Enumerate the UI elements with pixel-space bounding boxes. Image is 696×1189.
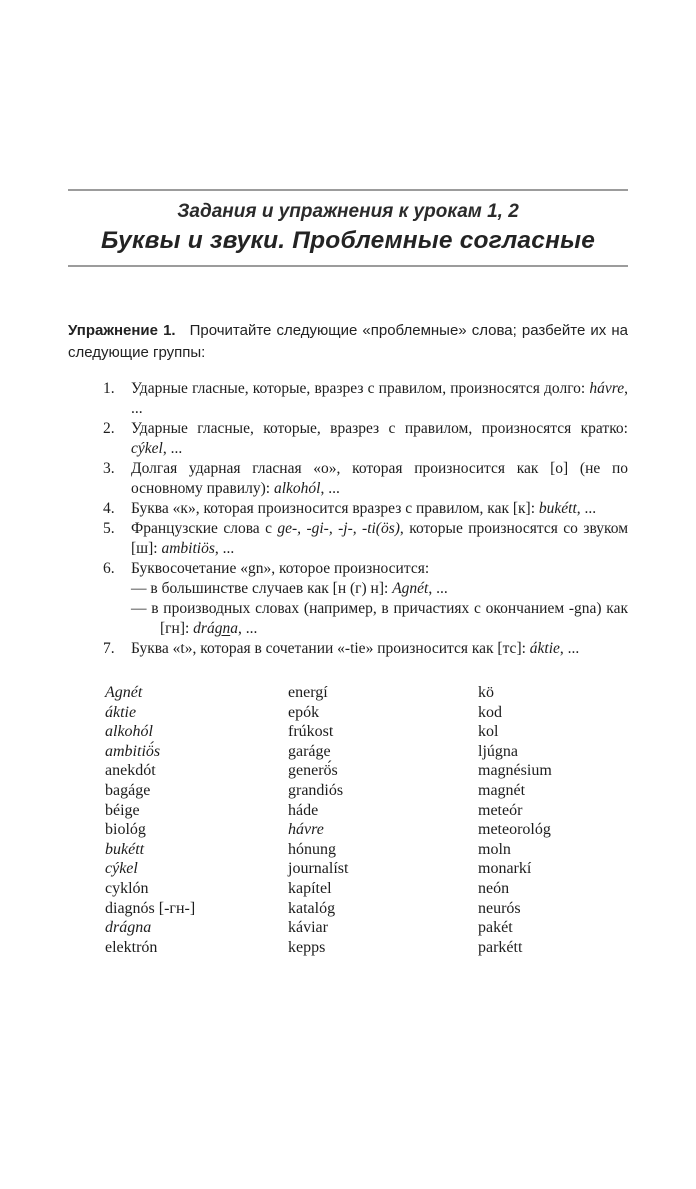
exercise-list [68,379,628,659]
text-segment: gn [214,620,231,637]
word-item: meteorológ [478,821,551,839]
exercise-item [68,559,628,639]
item-number: 7. [103,640,115,657]
word-column [288,683,478,957]
text-segment: , которые произносятся со звуком [ш]: [131,520,628,557]
text-segment: Долгая ударная гласная «о», которая произносится как [о] (не по основному правилу): [131,460,628,497]
word-item: kod [478,703,502,721]
word-item: magnét [478,781,526,799]
item-number: 6. [103,560,115,577]
word-item: cýkel [105,860,138,878]
exercise-intro-text: Прочитайте следующие «проблемные» слова; разбейте их на следующие группы: [68,322,628,361]
text-segment: — в производных словах (например, в причастиях с окончанием -gna) как [гн]: [131,600,628,637]
word-item: katalóg [288,899,336,917]
word-item: bagáge [105,781,151,799]
word-item: anekdót [105,762,156,780]
word-item: ljúgna [478,742,518,760]
section-header [68,189,628,267]
word-item: journalíst [288,860,349,878]
text-segment: áktie [529,640,560,657]
text-segment: Ударные гласные, которые, вразрез с правилом, произносятся кратко: [131,420,628,437]
text-segment: ambitiös [161,540,215,557]
text-segment: , ... [320,480,340,497]
item-number: 3. [103,460,115,477]
word-list [105,683,628,957]
exercise-item [68,519,628,559]
word-item: meteór [478,801,523,819]
item-number: 2. [103,420,115,437]
item-number: 5. [103,520,115,537]
text-segment: , ... [162,440,183,457]
item-number: 4. [103,500,115,517]
word-item: frúkost [288,723,334,741]
word-item: hónung [288,840,336,858]
exercise-item [68,419,628,459]
text-segment: Буква «t», которая в сочетании «-tie» произносится как [тс]: [131,640,530,657]
exercise-subitem [131,599,628,639]
word-item: garáge [288,742,331,760]
word-item: áktie [105,703,137,721]
word-item: generö́s [288,762,338,780]
text-segment: cýkel [131,440,163,457]
word-item: kapítel [288,879,332,897]
word-item: pakét [478,919,513,937]
word-item: moln [478,840,511,858]
header-rule-bottom [68,265,628,267]
word-item: háde [288,801,319,819]
word-item: neón [478,879,510,897]
text-segment: drá [193,620,215,637]
text-segment: , ... [559,640,580,657]
word-item: parkétt [478,938,523,956]
exercise-item [68,499,628,519]
word-item: diagnós [-гн-] [105,899,196,917]
text-segment: , ... [428,580,448,597]
item-number: 1. [103,380,115,397]
exercise-subitem [131,579,628,599]
word-item: Agnét [105,684,143,701]
text-segment: Французские слова с [131,520,278,537]
text-segment: a [230,620,238,637]
word-item: kepps [288,938,326,956]
exercise-label: Упражнение 1. [68,322,176,339]
exercise-item [68,639,628,659]
section-subtitle: Задания и упражнения к урокам 1, 2 [177,201,519,222]
word-item: cyklón [105,879,149,897]
word-item: epók [288,703,320,721]
word-item: béige [105,801,140,819]
word-column [478,683,628,957]
text-segment: Agnét [392,580,429,597]
text-segment: Буквосочетание «gn», которое произносится: [131,560,430,577]
text-segment: ge-, -gi-, -j-, -ti(ös) [277,520,400,537]
text-segment: Буква «к», которая произносится вразрез с правилом, как [к]: [131,500,539,517]
word-item: bukétt [105,840,145,858]
word-item: alkohól [105,723,153,741]
word-item: kol [478,723,499,741]
word-item: elektrón [105,938,158,956]
word-item: ambitiö́s [105,742,161,760]
word-column [105,683,288,957]
word-item: hávre [288,821,324,839]
book-page [0,189,696,957]
header-rule-top [68,189,628,191]
text-segment: alkohól [273,480,321,497]
word-item: grandiós [288,781,344,799]
exercise-intro [68,320,628,364]
text-segment: — в большинстве случаев как [н (г) н]: [131,580,393,597]
word-item: biológ [105,821,146,839]
word-item: drágna [105,919,152,937]
word-item: magnésium [478,762,552,780]
text-segment: , ... [237,620,258,637]
text-segment: bukétt [538,500,577,517]
section-title: Буквы и звуки. Проблемные согласные [100,227,596,254]
text-segment: hávre [589,380,625,397]
exercise-item [68,459,628,499]
word-item: monarkí [478,860,532,878]
text-segment: Ударные гласные, которые, вразрез с правилом, произносятся долго: [131,380,590,397]
text-segment: , ... [576,500,597,517]
text-segment: , ... [214,540,235,557]
word-item: neurós [478,899,521,917]
word-item: kö [478,684,494,701]
exercise-item [68,379,628,419]
word-item: energí [288,684,328,701]
word-item: káviar [288,919,328,937]
text-segment: , ... [131,380,628,417]
